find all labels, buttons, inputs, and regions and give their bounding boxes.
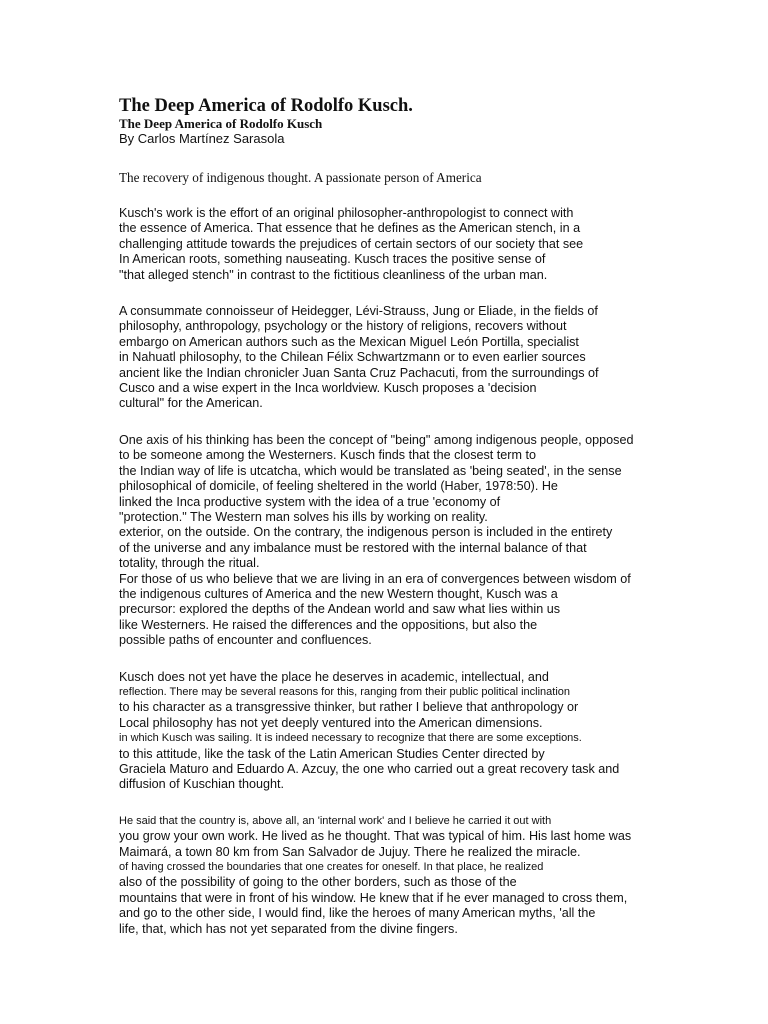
- text-line: diffusion of Kuschian thought.: [119, 777, 285, 792]
- article-lead: The recovery of indigenous thought. A passionate person of America: [119, 170, 482, 185]
- text-line: challenging attitude towards the prejudices of certain sectors of our society that see: [119, 236, 584, 251]
- text-line: cultural" for the American.: [119, 396, 263, 411]
- text-line: Maimará, a town 80 km from San Salvador de Jujuy. There he realized the miracle.: [119, 844, 581, 859]
- text-line: of having crossed the boundaries that one creates for oneself. In that place, he realized: [119, 861, 544, 874]
- text-line: you grow your own work. He lived as he thought. That was typical of him. His last home was: [119, 829, 632, 844]
- paragraph-2: [119, 304, 719, 412]
- text-line: also of the possibility of going to the other borders, such as those of the: [119, 875, 517, 890]
- text-line: In American roots, something nauseating. Kusch traces the positive sense of: [119, 252, 546, 267]
- text-line: Cusco and a wise expert in the Inca worldview. Kusch proposes a 'decision: [119, 381, 537, 396]
- text-line: Kusch's work is the effort of an original philosopher-anthropologist to connect with: [119, 206, 574, 220]
- text-line: of the universe and any imbalance must be restored with the internal balance of that: [119, 540, 587, 555]
- text-line: like Westerners. He raised the differences and the oppositions, but also the: [119, 617, 538, 632]
- text-line: the essence of America. That essence that he defines as the American stench, in a: [119, 221, 581, 236]
- text-line: "that alleged stench" in contrast to the fictitious cleanliness of the urban man.: [119, 267, 548, 282]
- text-line: mountains that were in front of his window. He knew that if he ever managed to cross them,: [119, 890, 628, 905]
- text-line: and go to the other side, I would find, like the heroes of many American myths, 'all the: [119, 906, 596, 921]
- text-line: "protection." The Western man solves his ills by working on reality.: [119, 509, 488, 524]
- text-line: Graciela Maturo and Eduardo A. Azcuy, the one who carried out a great recovery task and: [119, 762, 620, 776]
- text-line: linked the Inca productive system with the idea of a true 'economy of: [119, 494, 501, 509]
- paragraph-4: [119, 572, 719, 649]
- text-line: precursor: explored the depths of the Andean world and saw what lies within us: [119, 602, 561, 617]
- text-line: to be someone among the Westerners. Kusch finds that the closest term to: [119, 448, 536, 463]
- text-line: in Nahuatl philosophy, to the Chilean Félix Schwartzmann or to even earlier sources: [119, 350, 586, 365]
- author-byline: By Carlos Martínez Sarasola: [119, 131, 285, 146]
- text-line: the Indian way of life is utcatcha, which would be translated as 'being seated', in the sense: [119, 463, 622, 478]
- text-line: He said that the country is, above all, an 'internal work' and I believe he carried it out with: [119, 814, 552, 827]
- text-line: reflection. There may be several reasons for this, ranging from their public political inclination: [119, 685, 571, 698]
- paragraph-1: [119, 206, 719, 283]
- text-line: the indigenous cultures of America and the new Western thought, Kusch was a: [119, 586, 558, 601]
- text-line: possible paths of encounter and confluences.: [119, 633, 372, 648]
- text-line: to his character as a transgressive thinker, but rather I believe that anthropology or: [119, 700, 579, 715]
- text-line: One axis of his thinking has been the concept of "being" among indigenous people, opposed: [119, 432, 634, 447]
- article-title: The Deep America of Rodolfo Kusch.: [119, 96, 413, 116]
- paragraph-6: [119, 814, 719, 937]
- paragraph-5: [119, 670, 719, 793]
- text-line: philosophy, anthropology, psychology or the history of religions, recovers without: [119, 319, 567, 334]
- paragraph-3: [119, 433, 719, 572]
- article: [119, 96, 719, 937]
- text-line: Local philosophy has not yet deeply ventured into the American dimensions.: [119, 715, 543, 730]
- text-line: A consummate connoisseur of Heidegger, Lévi-Strauss, Jung or Eliade, in the fields of: [119, 304, 598, 319]
- text-line: exterior, on the outside. On the contrary, the indigenous person is included in the entirety: [119, 525, 613, 540]
- text-line: philosophical of domicile, of feeling sheltered in the world (Haber, 1978:50). He: [119, 479, 558, 494]
- text-line: life, that, which has not yet separated from the divine fingers.: [119, 921, 458, 936]
- text-line: ancient like the Indian chronicler Juan Santa Cruz Pachacuti, from the surroundings of: [119, 365, 599, 380]
- article-subtitle: The Deep America of Rodolfo Kusch: [119, 116, 323, 131]
- text-line: in which Kusch was sailing. It is indeed necessary to recognize that there are some exceptions.: [119, 732, 582, 745]
- text-line: For those of us who believe that we are living in an era of convergences between wisdom of: [119, 571, 631, 586]
- text-line: embargo on American authors such as the Mexican Miguel León Portilla, specialist: [119, 334, 579, 349]
- text-line: to this attitude, like the task of the Latin American Studies Center directed by: [119, 746, 545, 761]
- text-line: Kusch does not yet have the place he deserves in academic, intellectual, and: [119, 669, 549, 684]
- text-line: totality, through the ritual.: [119, 556, 260, 571]
